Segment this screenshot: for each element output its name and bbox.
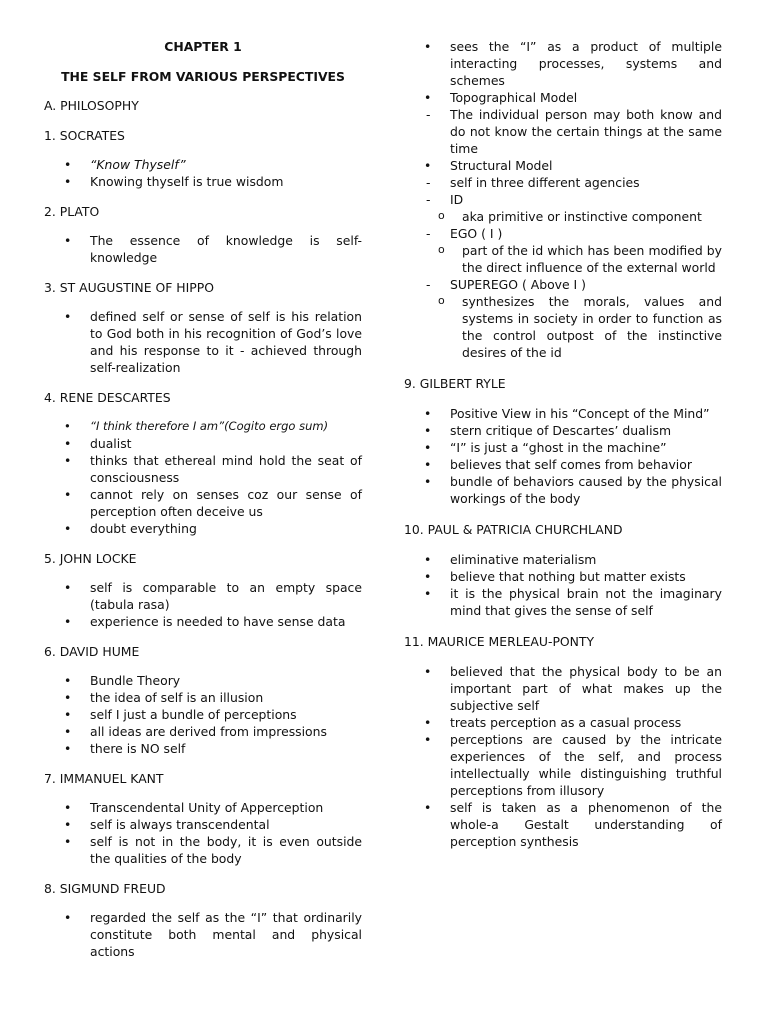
descartes-list	[44, 418, 362, 537]
list-item: • sees the “I” as a product of multiple interacting processes, systems and schemes	[404, 38, 722, 89]
list-item: o synthesizes the morals, values and systems in society in order to function as the control outpost of the instinctive desires of the id	[404, 293, 722, 361]
list-item: - EGO ( I )	[404, 225, 722, 242]
socrates-list	[44, 156, 362, 190]
section-heading-hume: 6. DAVID HUME	[44, 644, 140, 659]
list-item: - The individual person may both know and do not know the certain things at the same time	[404, 106, 722, 157]
list-item: • self I just a bundle of perceptions	[44, 706, 362, 723]
section-heading-locke: 5. JOHN LOCKE	[44, 551, 137, 566]
list-item: - self in three different agencies	[404, 174, 722, 191]
right-column	[404, 38, 722, 850]
section-heading-freud: 8. SIGMUND FREUD	[44, 881, 166, 896]
merleau-ponty-list	[404, 663, 722, 850]
list-item: • self is comparable to an empty space (tabula rasa)	[44, 579, 362, 613]
list-item: • treats perception as a casual process	[404, 714, 722, 731]
section-heading-augustine: 3. ST AUGUSTINE OF HIPPO	[44, 280, 214, 295]
list-item: • regarded the self as the “I” that ordinarily constitute both mental and physical actions	[44, 909, 362, 960]
list-item: • Structural Model	[404, 157, 722, 174]
locke-list	[44, 579, 362, 630]
list-item: • The essence of knowledge is self-knowledge	[44, 232, 362, 266]
list-item: • thinks that ethereal mind hold the seat of consciousness	[44, 452, 362, 486]
list-item: • perceptions are caused by the intricate experiences of the self, and process intellectually while distinguishing truthful perceptions from illusory	[404, 731, 722, 799]
list-item: • all ideas are derived from impressions	[44, 723, 362, 740]
hume-list	[44, 672, 362, 757]
section-heading-churchland: 10. PAUL & PATRICIA CHURCHLAND	[404, 522, 623, 537]
section-heading-merleau-ponty: 11. MAURICE MERLEAU-PONTY	[404, 634, 595, 649]
list-item: • there is NO self	[44, 740, 362, 757]
list-item: • it is the physical brain not the imaginary mind that gives the sense of self	[404, 585, 722, 619]
list-item: • stern critique of Descartes’ dualism	[404, 422, 722, 439]
list-item: o part of the id which has been modified by the direct influence of the external world	[404, 242, 722, 276]
list-item: • experience is needed to have sense data	[44, 613, 362, 630]
list-item: • believed that the physical body to be an important part of what makes up the subjective self	[404, 663, 722, 714]
list-item: • doubt everything	[44, 520, 362, 537]
section-heading-philosophy: A. PHILOSOPHY	[44, 98, 139, 113]
list-item: • Bundle Theory	[44, 672, 362, 689]
list-item: • dualist	[44, 435, 362, 452]
list-item: - SUPEREGO ( Above I )	[404, 276, 722, 293]
churchland-list	[404, 551, 722, 619]
freud-list	[44, 909, 362, 960]
list-item: • bundle of behaviors caused by the physical workings of the body	[404, 473, 722, 507]
section-heading-kant: 7. IMMANUEL KANT	[44, 771, 164, 786]
section-heading-ryle: 9. GILBERT RYLE	[404, 376, 506, 391]
list-item: • believe that nothing but matter exists	[404, 568, 722, 585]
list-item: • eliminative materialism	[404, 551, 722, 568]
list-item: • “I think therefore I am”(Cogito ergo sum)	[44, 418, 362, 435]
freud-continued-list	[404, 38, 722, 361]
chapter-number: CHAPTER 1	[164, 39, 242, 54]
list-item: • cannot rely on senses coz our sense of perception often deceive us	[44, 486, 362, 520]
list-item: • self is taken as a phenomenon of the whole-a Gestalt understanding of perception synthesis	[404, 799, 722, 850]
list-item: - ID	[404, 191, 722, 208]
list-item: • “Know Thyself”	[44, 156, 362, 173]
list-item: • defined self or sense of self is his relation to God both in his recognition of God’s love and his response to it - achieved through self-realization	[44, 308, 362, 376]
list-item: • Knowing thyself is true wisdom	[44, 173, 362, 190]
augustine-list	[44, 308, 362, 376]
list-item: • “I” is just a “ghost in the machine”	[404, 439, 722, 456]
section-heading-descartes: 4. RENE DESCARTES	[44, 390, 171, 405]
list-item: • self is not in the body, it is even outside the qualities of the body	[44, 833, 362, 867]
list-item: • Positive View in his “Concept of the Mind”	[404, 405, 722, 422]
chapter-title: THE SELF FROM VARIOUS PERSPECTIVES	[61, 69, 345, 84]
ryle-list	[404, 405, 722, 507]
section-heading-socrates: 1. SOCRATES	[44, 128, 125, 143]
plato-list	[44, 232, 362, 266]
kant-list	[44, 799, 362, 867]
list-item: • the idea of self is an illusion	[44, 689, 362, 706]
list-item: o aka primitive or instinctive component	[404, 208, 722, 225]
list-item: • Transcendental Unity of Apperception	[44, 799, 362, 816]
list-item: • self is always transcendental	[44, 816, 362, 833]
list-item: • believes that self comes from behavior	[404, 456, 722, 473]
list-item: • Topographical Model	[404, 89, 722, 106]
left-column	[44, 38, 362, 960]
section-heading-plato: 2. PLATO	[44, 204, 100, 219]
